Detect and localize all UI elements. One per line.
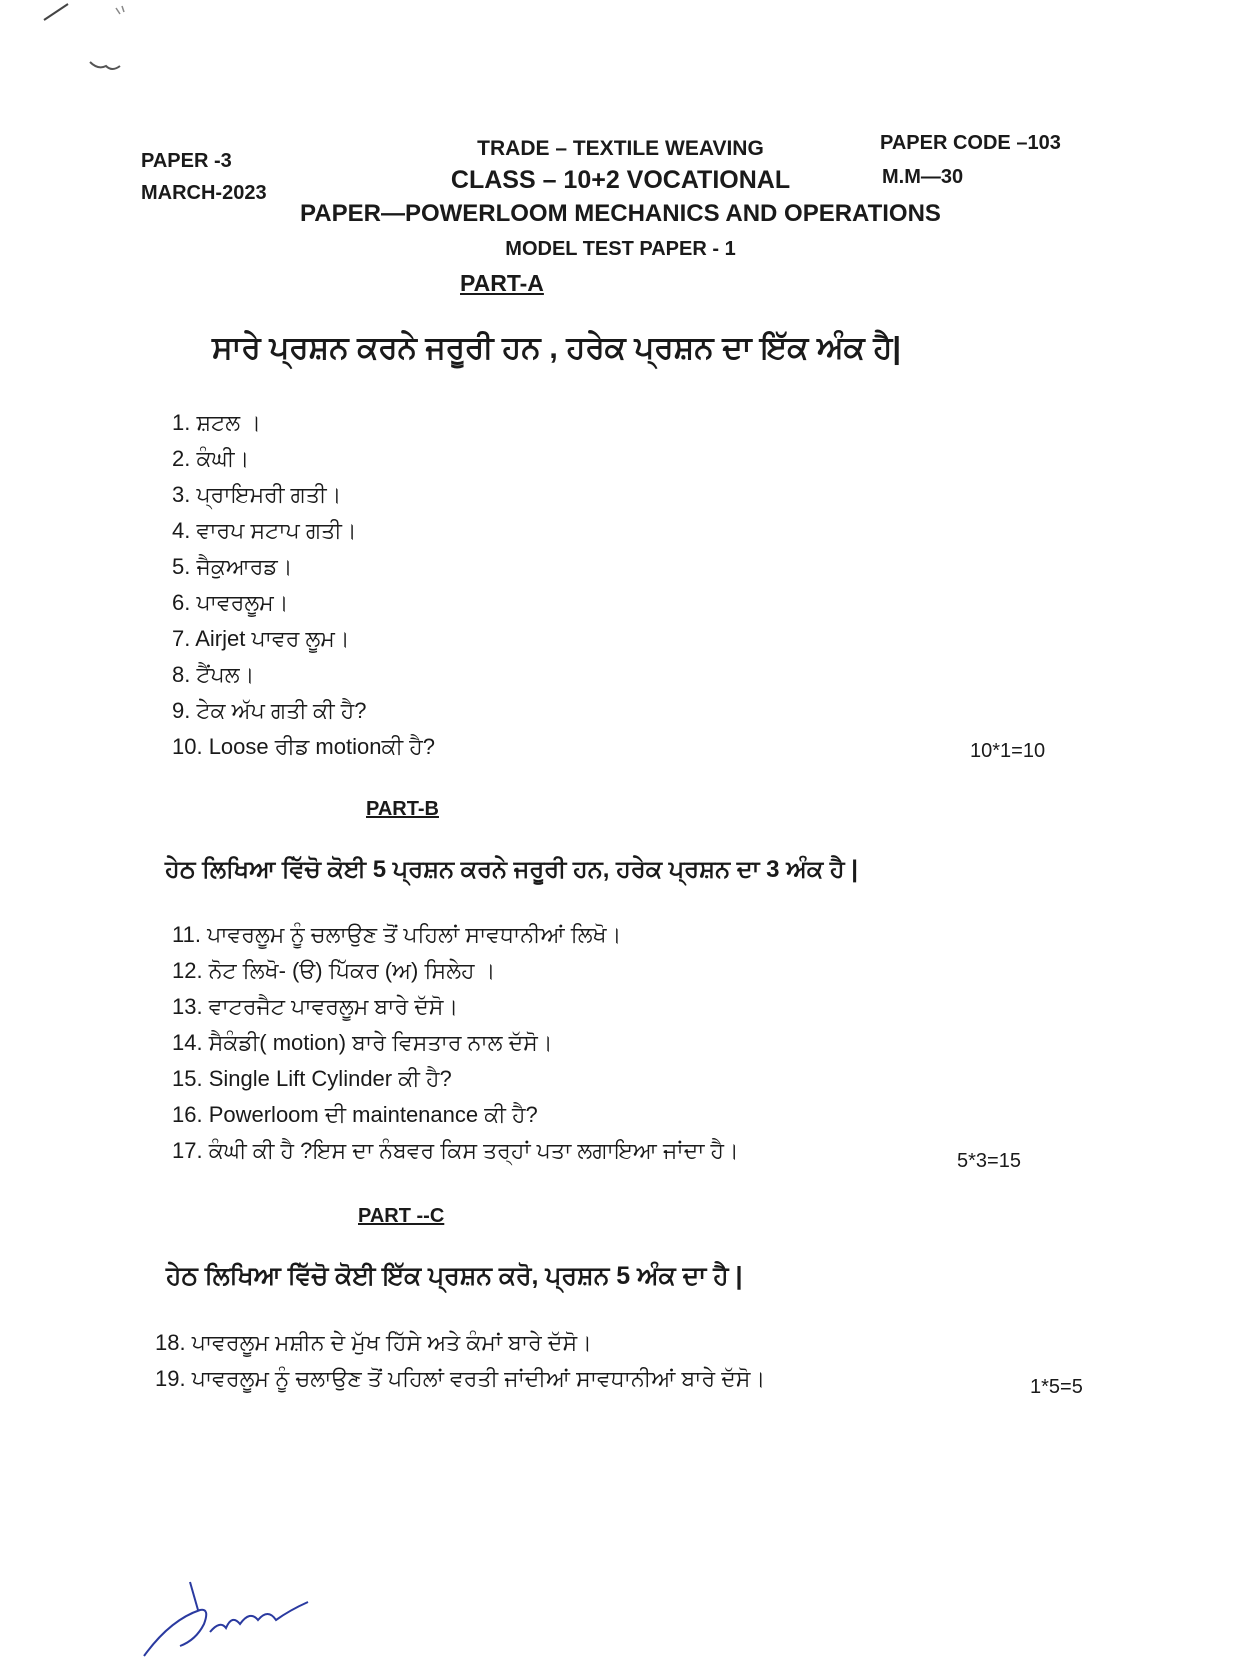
- part-c-questions: [155, 1330, 765, 1402]
- question-item: 17. ਕੰਘੀ ਕੀ ਹੈ ?ਇਸ ਦਾ ਨੰਬਵਰ ਕਿਸ ਤਰ੍ਹਾਂ ਪਤਾ ਲਗਾਇਆ ਜਾਂਦਾ ਹੈ।: [172, 1138, 739, 1163]
- question-item: 6. ਪਾਵਰਲੂਮ।: [172, 590, 289, 615]
- question-item: 10. Loose ਰੀਡ motionਕੀ ਹੈ?: [172, 734, 435, 759]
- question-item: 2. ਕੰਘੀ।: [172, 446, 250, 471]
- question-item: 18. ਪਾਵਰਲੂਮ ਮਸ਼ੀਨ ਦੇ ਮੁੱਖ ਹਿੱਸੇ ਅਤੇ ਕੰਮਾਂ ਬਾਰੇ ਦੱਸੋ।: [155, 1330, 592, 1355]
- question-item: 16. Powerloom ਦੀ maintenance ਕੀ ਹੈ?: [172, 1102, 538, 1127]
- class-title: CLASS – 10+2 VOCATIONAL: [450, 166, 791, 194]
- exam-date: MARCH-2023: [141, 182, 267, 204]
- question-item: 7. Airjet ਪਾਵਰ ਲੂਮ।: [172, 626, 350, 651]
- question-item: 15. Single Lift Cylinder ਕੀ ਹੈ?: [172, 1066, 452, 1091]
- question-item: 12. ਨੋਟ ਲਿਖੋ- (ੳ) ਪਿੱਕਰ (ਅ) ਸਿਲੇਹ ।: [172, 958, 496, 983]
- question-item: 14. ਸੈਕੰਡੀ( motion) ਬਾਰੇ ਵਿਸਤਾਰ ਨਾਲ ਦੱਸੋ।: [172, 1030, 553, 1055]
- model-test-title: MODEL TEST PAPER - 1: [505, 238, 736, 260]
- scan-mark: [40, 0, 140, 90]
- part-a-questions: [172, 410, 435, 770]
- part-a-instruction: ਸਾਰੇ ਪ੍ਰਸ਼ਨ ਕਰਨੇ ਜਰੂਰੀ ਹਨ , ਹਰੇਕ ਪ੍ਰਸ਼ਨ ਦਾ ਇੱਕ ਅੰਕ ਹੈ|: [212, 330, 902, 365]
- question-item: 8. ਟੈਂਪਲ।: [172, 662, 255, 687]
- part-a-title: PART-A: [460, 270, 544, 296]
- question-item: 5. ਜੈਕੁਆਰਡ।: [172, 554, 293, 579]
- part-c-instruction: ਹੇਠ ਲਿਖਿਆ ਵਿੱਚੋ ਕੋਈ ਇੱਕ ਪ੍ਰਸ਼ਨ ਕਰੋ, ਪ੍ਰਸ਼ਨ 5 ਅੰਕ ਦਾ ਹੈ |: [166, 1262, 743, 1290]
- paper-title: PAPER—POWERLOOM MECHANICS AND OPERATIONS: [300, 200, 941, 227]
- question-item: 3. ਪ੍ਰਾਇਮਰੀ ਗਤੀ।: [172, 482, 342, 507]
- paper-code: PAPER CODE –103: [880, 132, 1061, 154]
- max-marks: M.M—30: [882, 166, 964, 188]
- part-b-instruction: ਹੇਠ ਲਿਖਿਆ ਵਿੱਚੋ ਕੋਈ 5 ਪ੍ਰਸ਼ਨ ਕਰਨੇ ਜਰੂਰੀ ਹਨ, ਹਰੇਕ ਪ੍ਰਸ਼ਨ ਦਾ 3 ਅੰਕ ਹੈ |: [165, 856, 858, 883]
- question-item: 9. ਟੇਕ ਅੱਪ ਗਤੀ ਕੀ ਹੈ?: [172, 698, 367, 723]
- question-item: 4. ਵਾਰਪ ਸਟਾਪ ਗਤੀ।: [172, 518, 357, 543]
- question-item: 11. ਪਾਵਰਲੂਮ ਨੂੰ ਚਲਾਉਣ ਤੋਂ ਪਹਿਲਾਂ ਸਾਵਧਾਨੀਆਂ ਲਿਖੋ।: [172, 922, 622, 947]
- part-b-questions: [172, 922, 739, 1174]
- part-b-marks: 5*3=15: [957, 1150, 1021, 1172]
- question-item: 13. ਵਾਟਰਜੈਟ ਪਾਵਰਲੂਮ ਬਾਰੇ ਦੱਸੋ।: [172, 994, 459, 1019]
- part-c-title: PART --C: [358, 1205, 445, 1227]
- part-b-title: PART-B: [366, 798, 439, 820]
- trade-title: TRADE – TEXTILE WEAVING: [477, 137, 764, 160]
- part-a-marks: 10*1=10: [970, 740, 1046, 762]
- part-c-marks: 1*5=5: [1030, 1376, 1083, 1398]
- signature: [140, 1580, 340, 1658]
- question-item: 19. ਪਾਵਰਲੂਮ ਨੂੰ ਚਲਾਉਣ ਤੋਂ ਪਹਿਲਾਂ ਵਰਤੀ ਜਾਂਦੀਆਂ ਸਾਵਧਾਨੀਆਂ ਬਾਰੇ ਦੱਸੋ।: [155, 1366, 766, 1391]
- paper-number: PAPER -3: [141, 150, 232, 172]
- question-item: 1. ਸ਼ਟਲ ।: [172, 410, 262, 435]
